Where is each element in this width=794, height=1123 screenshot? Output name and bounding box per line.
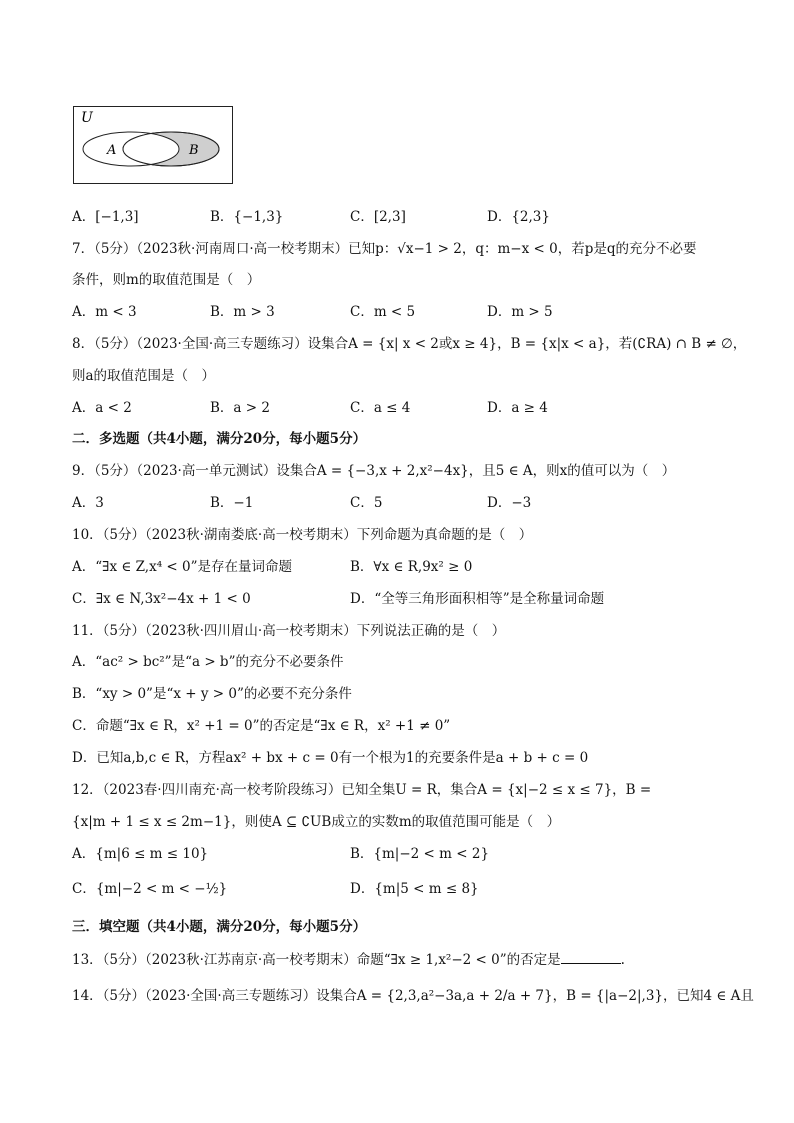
q9-stem: 9．（5分）（2023·高一单元测试）设集合A = {−3,x + 2,x²−4x}，且5 ∈ A，则x的值可以为（ ） [72, 463, 676, 479]
q13-end: . [620, 952, 625, 968]
q10-stem: 10．（5分）（2023秋·湖南娄底·高一校考期末）下列命题为真命题的是（ ） [72, 527, 533, 543]
q11-stem: 11．（5分）（2023秋·四川眉山·高一校考期末）下列说法正确的是（ ） [72, 623, 506, 639]
q6-option-a: A．[−1,3] [72, 209, 139, 225]
q10-option-c: C．∃x ∈ N,3x²−4x + 1 < 0 [72, 591, 251, 607]
q8-option-a: A．a < 2 [72, 400, 132, 416]
q10-option-a: A．“∃x ∈ Z,x⁴ < 0”是存在量词命题 [72, 559, 293, 575]
q6-option-c: C．[2,3] [350, 209, 406, 225]
q7-stem-line2: 条件，则m的取值范围是（ ） [72, 272, 261, 288]
q11-option-a: A．“ac² > bc²”是“a > b”的充分不必要条件 [72, 654, 344, 670]
q8-option-b: B．a > 2 [210, 400, 270, 416]
q9-option-b: B．−1 [210, 495, 254, 511]
q13-stem [72, 951, 625, 969]
q11-option-b: B．“xy > 0”是“x + y > 0”的必要不充分条件 [72, 686, 352, 702]
q7-stem-line1: 7．（5分）（2023秋·河南周口·高一校考期末）已知p：√x−1 > 2，q：m−x < 0，若p是q的充分不必要 [72, 241, 697, 257]
q11-option-d: D．已知a,b,c ∈ R，方程ax² + bx + c = 0有一个根为1的充要条件是a + b + c = 0 [72, 750, 589, 766]
q8-option-c: C．a ≤ 4 [350, 400, 411, 416]
q14-stem-line1: 14．（5分）（2023·全国·高三专题练习）设集合A = {2,3,a²−3a,a + 2/a + 7}，B = {|a−2|,3}，已知4 ∈ A且 [72, 988, 754, 1004]
universe-label: U [81, 110, 93, 126]
q8-stem-line2: 则a的取值范围是（ ） [72, 368, 216, 384]
q9-option-c: C．5 [350, 495, 383, 511]
q9-option-a: A．3 [72, 495, 104, 511]
q8-stem-line1: 8．（5分）（2023·全国·高三专题练习）设集合A = {x| x < 2或x ≥ 4}，B = {x|x < a}，若(∁RA) ∩ B ≠ ∅， [72, 336, 747, 352]
q6-option-d: D．{2,3} [487, 209, 550, 225]
q12-option-c: C．{m|−2 < m < −½} [72, 881, 228, 897]
q6-option-b: B．{−1,3} [210, 209, 284, 225]
section-heading-fill-in: 三．填空题（共4小题，满分20分，每小题5分） [72, 919, 367, 935]
q9-option-d: D．−3 [487, 495, 532, 511]
q10-option-b: B．∀x ∈ R,9x² ≥ 0 [350, 559, 473, 575]
q13-answer-blank[interactable] [561, 951, 621, 964]
q12-stem-line1: 12．（2023春·四川南充·高一校考阶段练习）已知全集U = R，集合A = {x|−2 ≤ x ≤ 7}，B = [72, 782, 652, 798]
set-a-label: A [107, 143, 117, 158]
q12-option-d: D．{m|5 < m ≤ 8} [350, 881, 479, 897]
q13-text: 13．（5分）（2023秋·江苏南京·高一校考期末）命题“∃x ≥ 1,x²−2 < 0”的否定是 [72, 952, 561, 968]
venn-diagram [73, 106, 233, 184]
set-b-label: B [189, 143, 199, 158]
q7-option-c: C．m < 5 [350, 304, 416, 320]
q7-option-d: D．m > 5 [487, 304, 553, 320]
q10-option-d: D．“全等三角形面积相等”是全称量词命题 [350, 591, 605, 607]
q7-option-b: B．m > 3 [210, 304, 275, 320]
q7-option-a: A．m < 3 [72, 304, 137, 320]
q11-option-c: C．命题“∃x ∈ R，x² +1 = 0”的否定是“∃x ∈ R，x² +1 ≠ 0” [72, 718, 451, 734]
section-heading-multiple-choice: 二．多选题（共4小题，满分20分，每小题5分） [72, 431, 367, 447]
q12-stem-line2: {x|m + 1 ≤ x ≤ 2m−1}，则使A ⊆ ∁UB成立的实数m的取值范围可能是（ ） [72, 814, 561, 830]
q12-option-b: B．{m|−2 < m < 2} [350, 846, 490, 862]
q8-option-d: D．a ≥ 4 [487, 400, 548, 416]
q12-option-a: A．{m|6 ≤ m ≤ 10} [72, 846, 209, 862]
